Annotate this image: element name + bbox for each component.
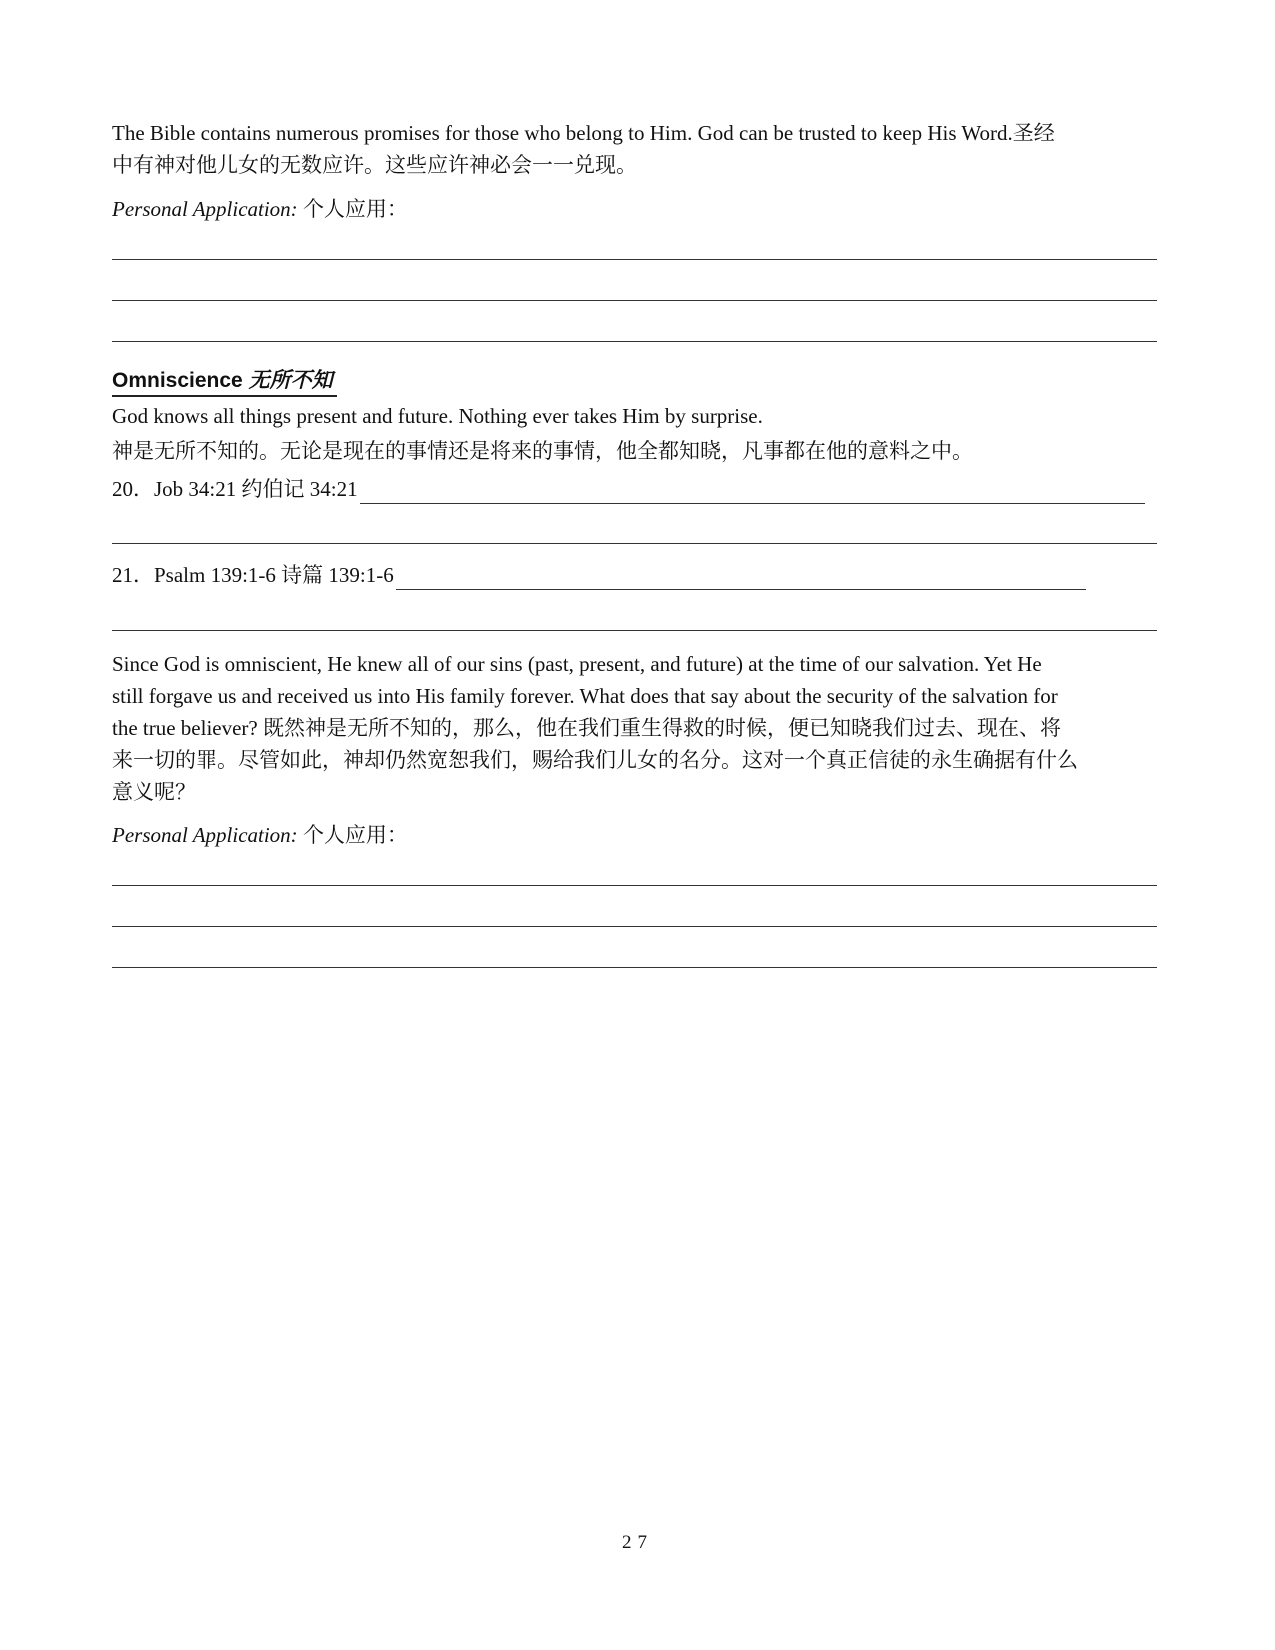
salvation-line-4: 来一切的罪。尽管如此，神却仍然宽恕我们，赐给我们儿女的名分。这对一个真正信徒的永生确据有什么 (112, 748, 1078, 772)
section-heading-zh: 无所不知 (248, 367, 333, 392)
salvation-line-2: still forgave us and received us into His family forever. What does that say about the security of the salvation for (112, 684, 1058, 708)
omniscience-description-zh: 神是无所不知的。无论是现在的事情还是将来的事情，他全都知晓，凡事都在他的意料之中。 (112, 439, 973, 463)
question-reference: Psalm 139:1-6 诗篇 139:1-6 (154, 563, 394, 587)
personal-application-label-en: Personal Application: (112, 823, 298, 847)
question-reference: Job 34:21 约伯记 34:21 (154, 477, 358, 501)
answer-line (112, 543, 1157, 544)
answer-line (360, 480, 1145, 504)
answer-line (112, 885, 1157, 886)
personal-application-label-2 (112, 820, 1162, 850)
answer-line (396, 566, 1086, 590)
section-heading-omniscience (112, 366, 337, 397)
promises-line-2: 中有神对他儿女的无数应许。这些应许神必会一一兑现。 (112, 153, 637, 177)
answer-line (112, 259, 1157, 260)
answer-line (112, 967, 1157, 968)
question-20 (112, 474, 1145, 504)
answer-line (112, 630, 1157, 631)
salvation-line-1: Since God is omniscient, He knew all of our sins (past, present, and future) at the time of our salvation. Yet He (112, 652, 1042, 676)
answer-line (112, 926, 1157, 927)
question-number: 21． (112, 563, 154, 587)
personal-application-label-zh: 个人应用： (302, 197, 408, 221)
promises-line-1: The Bible contains numerous promises for those who belong to Him. God can be trusted to keep His Word.圣经 (112, 121, 1055, 145)
omniscience-description-en: God knows all things present and future. Nothing ever takes Him by surprise. (112, 404, 763, 428)
answer-line (112, 300, 1157, 301)
question-number: 20． (112, 477, 154, 501)
salvation-line-5: 意义呢？ (112, 780, 196, 804)
question-21 (112, 560, 1086, 590)
personal-application-label-1 (112, 194, 1162, 224)
personal-application-label-en: Personal Application: (112, 197, 298, 221)
personal-application-label-zh: 个人应用： (302, 823, 408, 847)
salvation-line-3: the true believer? 既然神是无所不知的，那么，他在我们重生得救的时候，便已知晓我们过去、现在、将 (112, 716, 1061, 740)
section-heading-en: Omniscience (112, 369, 243, 392)
page-number: 27 (622, 1532, 653, 1553)
answer-line (112, 341, 1157, 342)
